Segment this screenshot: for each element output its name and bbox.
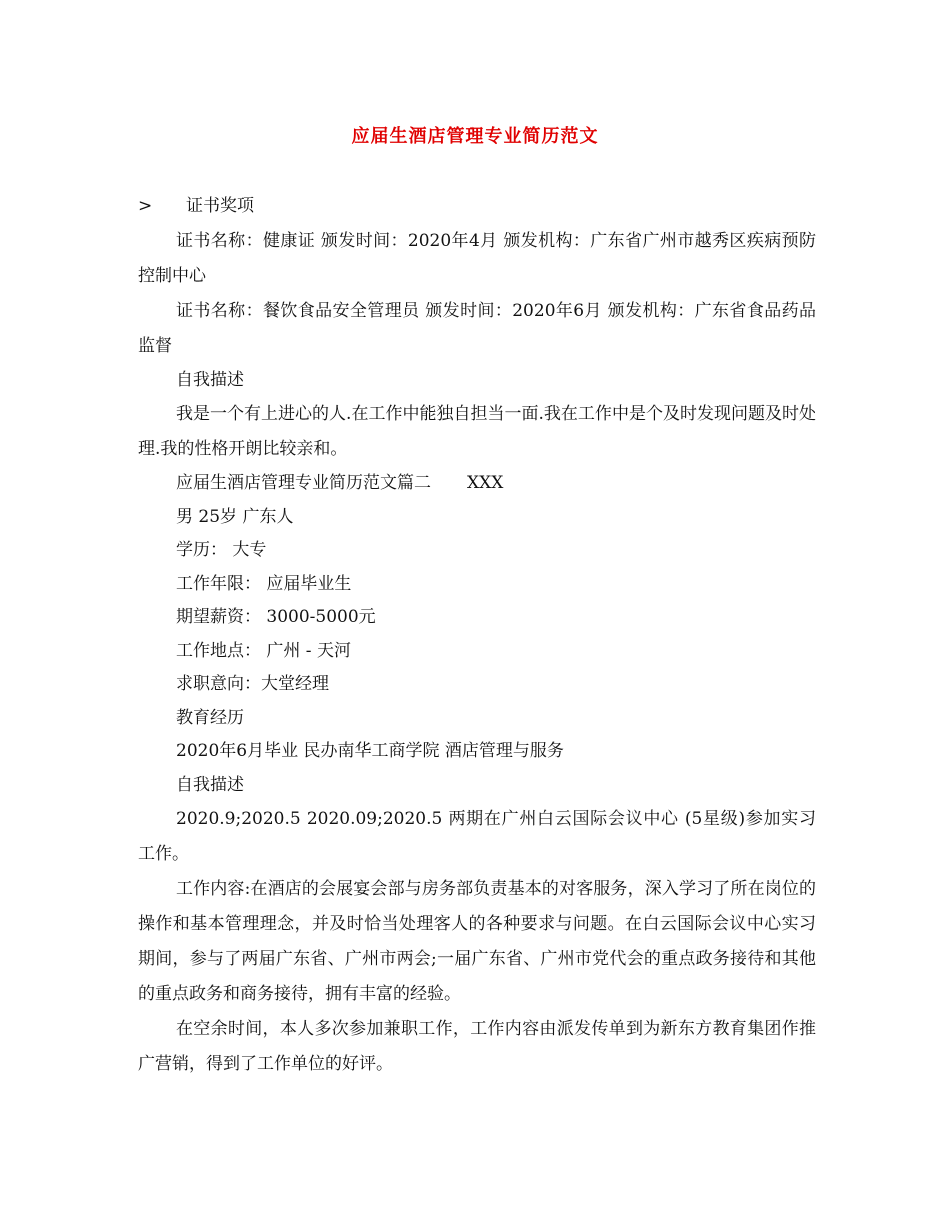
self-description-heading: 自我描述	[176, 369, 244, 390]
part-time-paragraph: 在空余时间，本人多次参加兼职工作，工作内容由派发传单到为新东方教育集团作推广营销，得到了工作单位的好评。	[138, 1019, 816, 1074]
document-body	[138, 190, 816, 1082]
work-years: 工作年限： 应届毕业生	[176, 573, 352, 594]
resume-two-title: 应届生酒店管理专业简历范文篇二	[176, 473, 431, 493]
certificate-entry-1: 证书名称：健康证 颁发时间：2020年4月 颁发机构：广东省广州市越秀区疾病预防控制中心	[138, 230, 816, 286]
education-heading: 教育经历	[176, 707, 244, 728]
section-heading-certificates	[138, 190, 816, 224]
expected-salary: 期望薪资： 3000-5000元	[176, 607, 376, 627]
section-heading-label: 证书奖项	[186, 196, 254, 216]
self-description-heading-2: 自我描述	[176, 774, 244, 795]
basic-info: 男 25岁 广东人	[176, 506, 294, 527]
internship-paragraph: 2020.9;2020.5 2020.09;2020.5 两期在广州白云国际会议中心 (5星级)参加实习工作。	[138, 809, 816, 864]
education-detail: 2020年6月毕业 民办南华工商学院 酒店管理与服务	[176, 741, 564, 761]
job-intention: 求职意向：大堂经理	[176, 674, 329, 694]
work-location: 工作地点： 广州 - 天河	[176, 640, 351, 661]
document-title: 应届生酒店管理专业简历范文	[351, 126, 599, 147]
resume-two-title-line	[138, 467, 816, 501]
work-content-paragraph: 工作内容:在酒店的会展宴会部与房务部负责基本的对客服务，深入学习了所在岗位的操作和基本管理理念，并及时恰当处理客人的各种要求与问题。在白云国际会议中心实习期间，参与了两届广东省、广州市两会;一届广东省、广州市党代会的重点政务接待和其他的重点政务和商务接待，拥有丰富的经验。	[138, 879, 816, 1004]
certificate-entry-2: 证书名称：餐饮食品安全管理员 颁发时间：2020年6月 颁发机构：广东省食品药品监督	[138, 300, 816, 356]
resume-two-name: XXX	[467, 473, 504, 493]
education-level: 学历： 大专	[176, 540, 267, 560]
bullet-icon: >	[138, 196, 153, 216]
self-description-text: 我是一个有上进心的人.在工作中能独自担当一面.我在工作中是个及时发现问题及时处理.我的性格开朗比较亲和。	[138, 404, 816, 459]
